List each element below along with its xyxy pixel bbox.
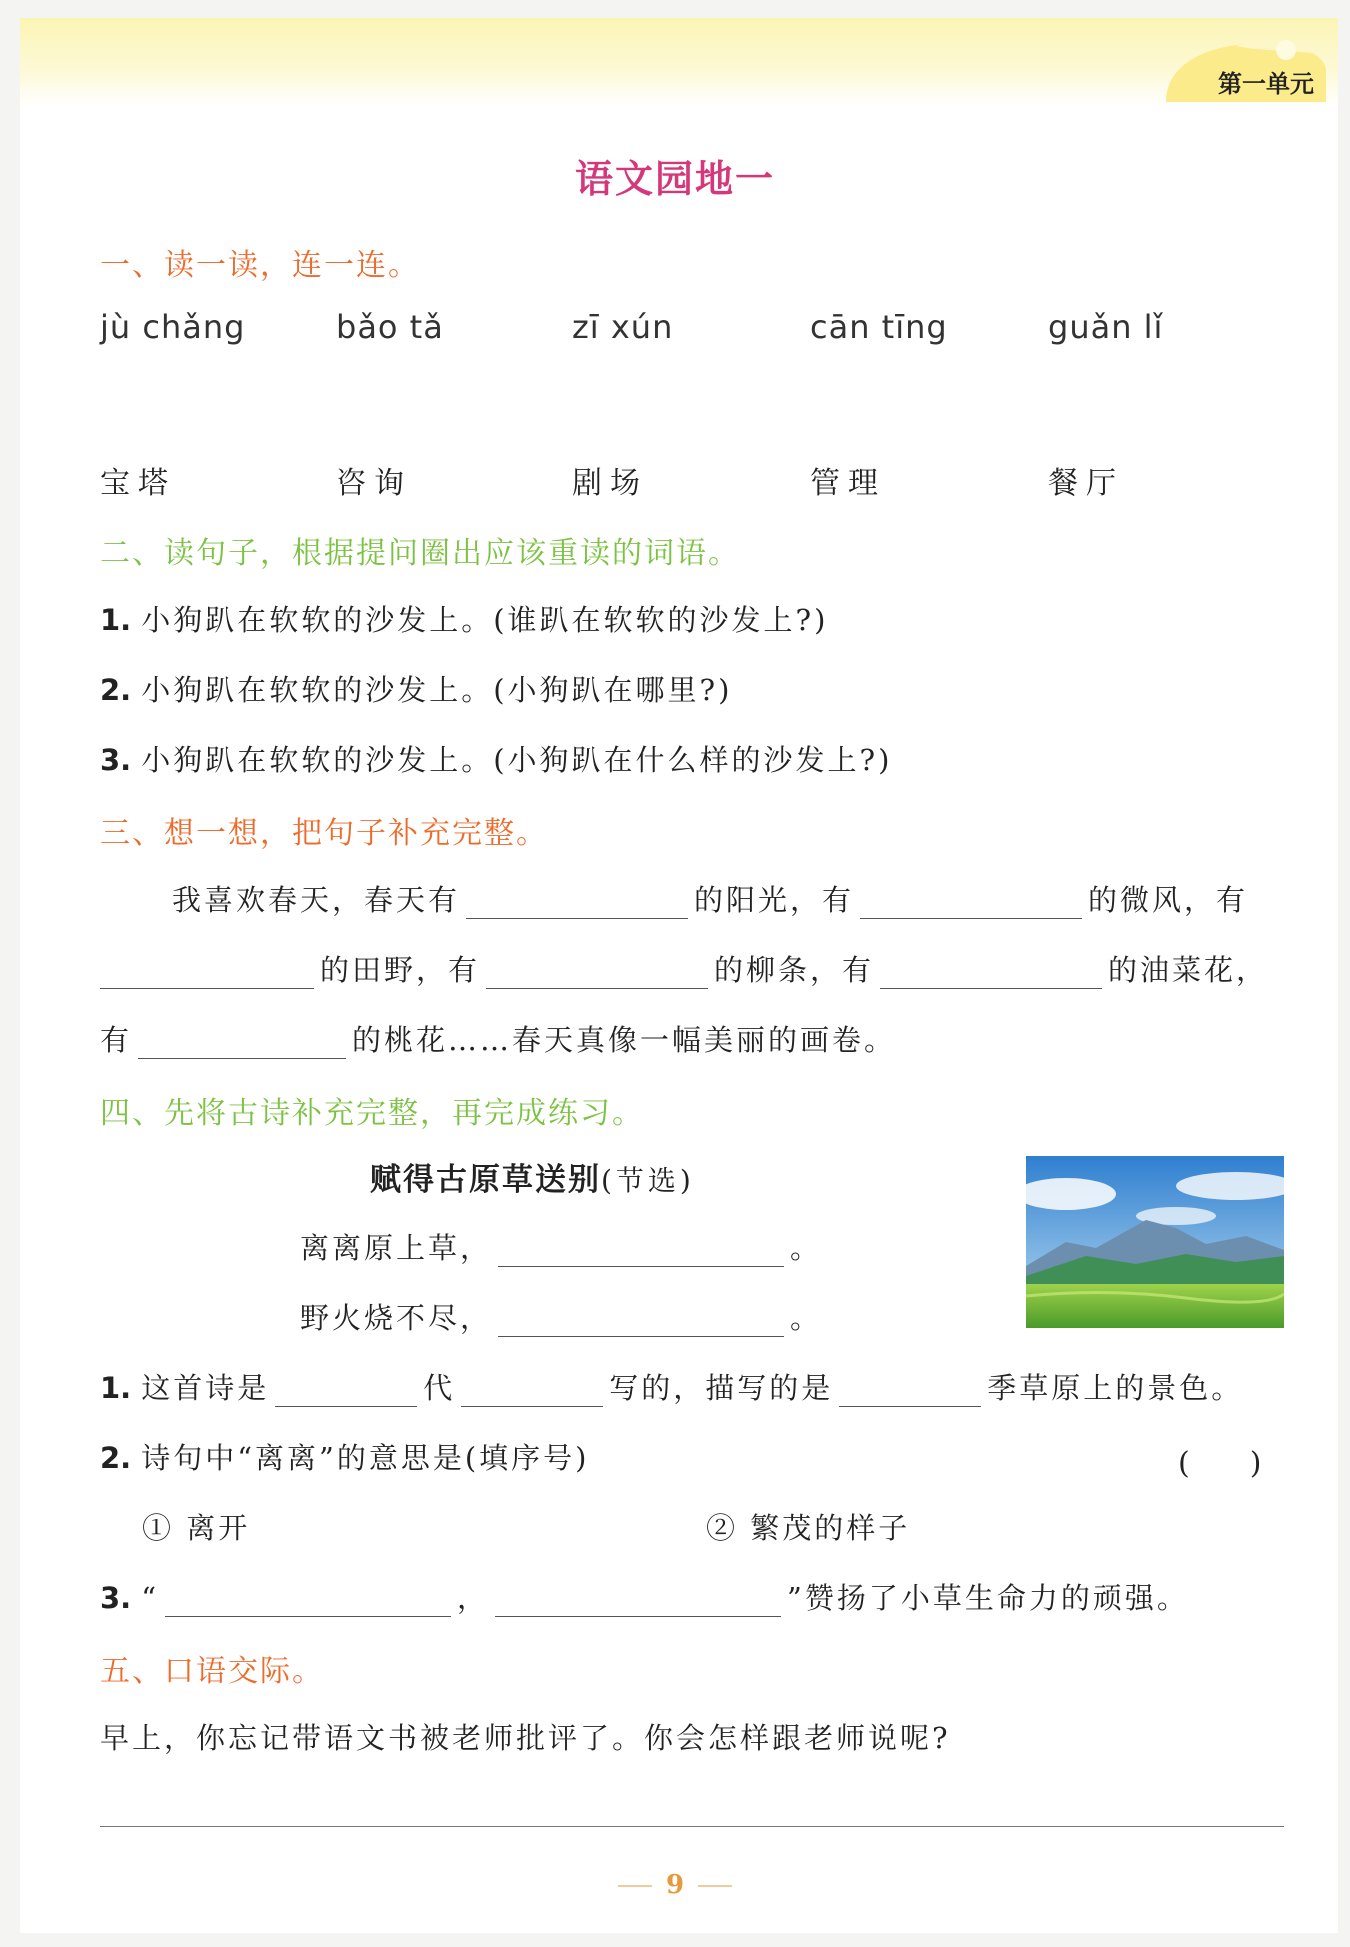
sentence-3: 3. 小狗趴在软软的沙发上。(小狗趴在什么样的沙发上?) [100,743,893,777]
blank[interactable] [498,1302,784,1337]
page-number: 9 [0,1870,1350,1900]
blank[interactable] [486,954,708,989]
pinyin-4: cān tīng [810,308,948,346]
word-1: 宝塔 [100,466,176,501]
pinyin-1: jù chǎng [100,308,246,346]
blank[interactable] [495,1582,781,1617]
question-3: 3. “ ， ”赞扬了小草生命力的顽强。 [100,1581,1189,1615]
page-title: 语文园地一 [574,157,775,201]
sentence-2: 2. 小狗趴在软软的沙发上。(小狗趴在哪里?) [100,673,733,707]
blank[interactable] [498,1232,784,1267]
blank[interactable] [860,884,1082,919]
unit-label: 第一单元 [1218,70,1314,98]
pinyin-2: bǎo tǎ [336,308,444,346]
poem-title: 赋得古原草送别(节选) [370,1162,695,1198]
blank[interactable] [165,1582,451,1617]
word-2: 咨询 [336,466,412,501]
word-5: 餐厅 [1048,466,1124,501]
blank[interactable] [880,954,1102,989]
sentence-1: 1. 小狗趴在软软的沙发上。(谁趴在软软的沙发上?) [100,603,829,637]
grassland-image [1026,1156,1284,1328]
question-1: 1. 这首诗是 代 写的，描写的是 季草原上的景色。 [100,1371,1244,1405]
pinyin-5: guǎn lǐ [1048,308,1164,346]
section5-heading: 五、口语交际。 [100,1654,324,1689]
blank[interactable] [461,1372,603,1407]
fill-line-3: 有 的桃花……春天真像一幅美丽的画卷。 [100,1023,897,1057]
blank[interactable] [466,884,688,919]
option-2: ② 繁茂的样子 [706,1511,911,1545]
section2-heading: 二、读句子，根据提问圈出应该重读的词语。 [100,536,740,571]
section1-heading: 一、读一读，连一连。 [100,248,420,283]
fill-line-1: 我喜欢春天，春天有 的阳光，有 的微风，有 [172,883,1249,917]
answer-paren[interactable]: ( ) [1178,1446,1262,1481]
section4-heading: 四、先将古诗补充完整，再完成练习。 [100,1096,644,1131]
blank[interactable] [275,1372,417,1407]
blank[interactable] [839,1372,981,1407]
option-1: ① 离开 [142,1511,251,1545]
speaking-question: 早上，你忘记带语文书被老师批评了。你会怎样跟老师说呢? [100,1721,951,1755]
poem-line-2: 野火烧不尽， 。 [300,1301,823,1335]
answer-line[interactable] [100,1826,1284,1827]
word-3: 剧场 [572,466,648,501]
question-2: 2. 诗句中“离离”的意思是(填序号) [100,1441,590,1475]
word-4: 管理 [810,466,886,501]
section3-heading: 三、想一想，把句子补充完整。 [100,816,548,851]
pinyin-3: zī xún [572,308,674,346]
fill-line-2: 的田野，有 的柳条，有 的油菜花， [100,948,1268,989]
blank[interactable] [100,954,314,989]
blank[interactable] [138,1024,346,1059]
poem-line-1: 离离原上草， 。 [300,1231,823,1265]
